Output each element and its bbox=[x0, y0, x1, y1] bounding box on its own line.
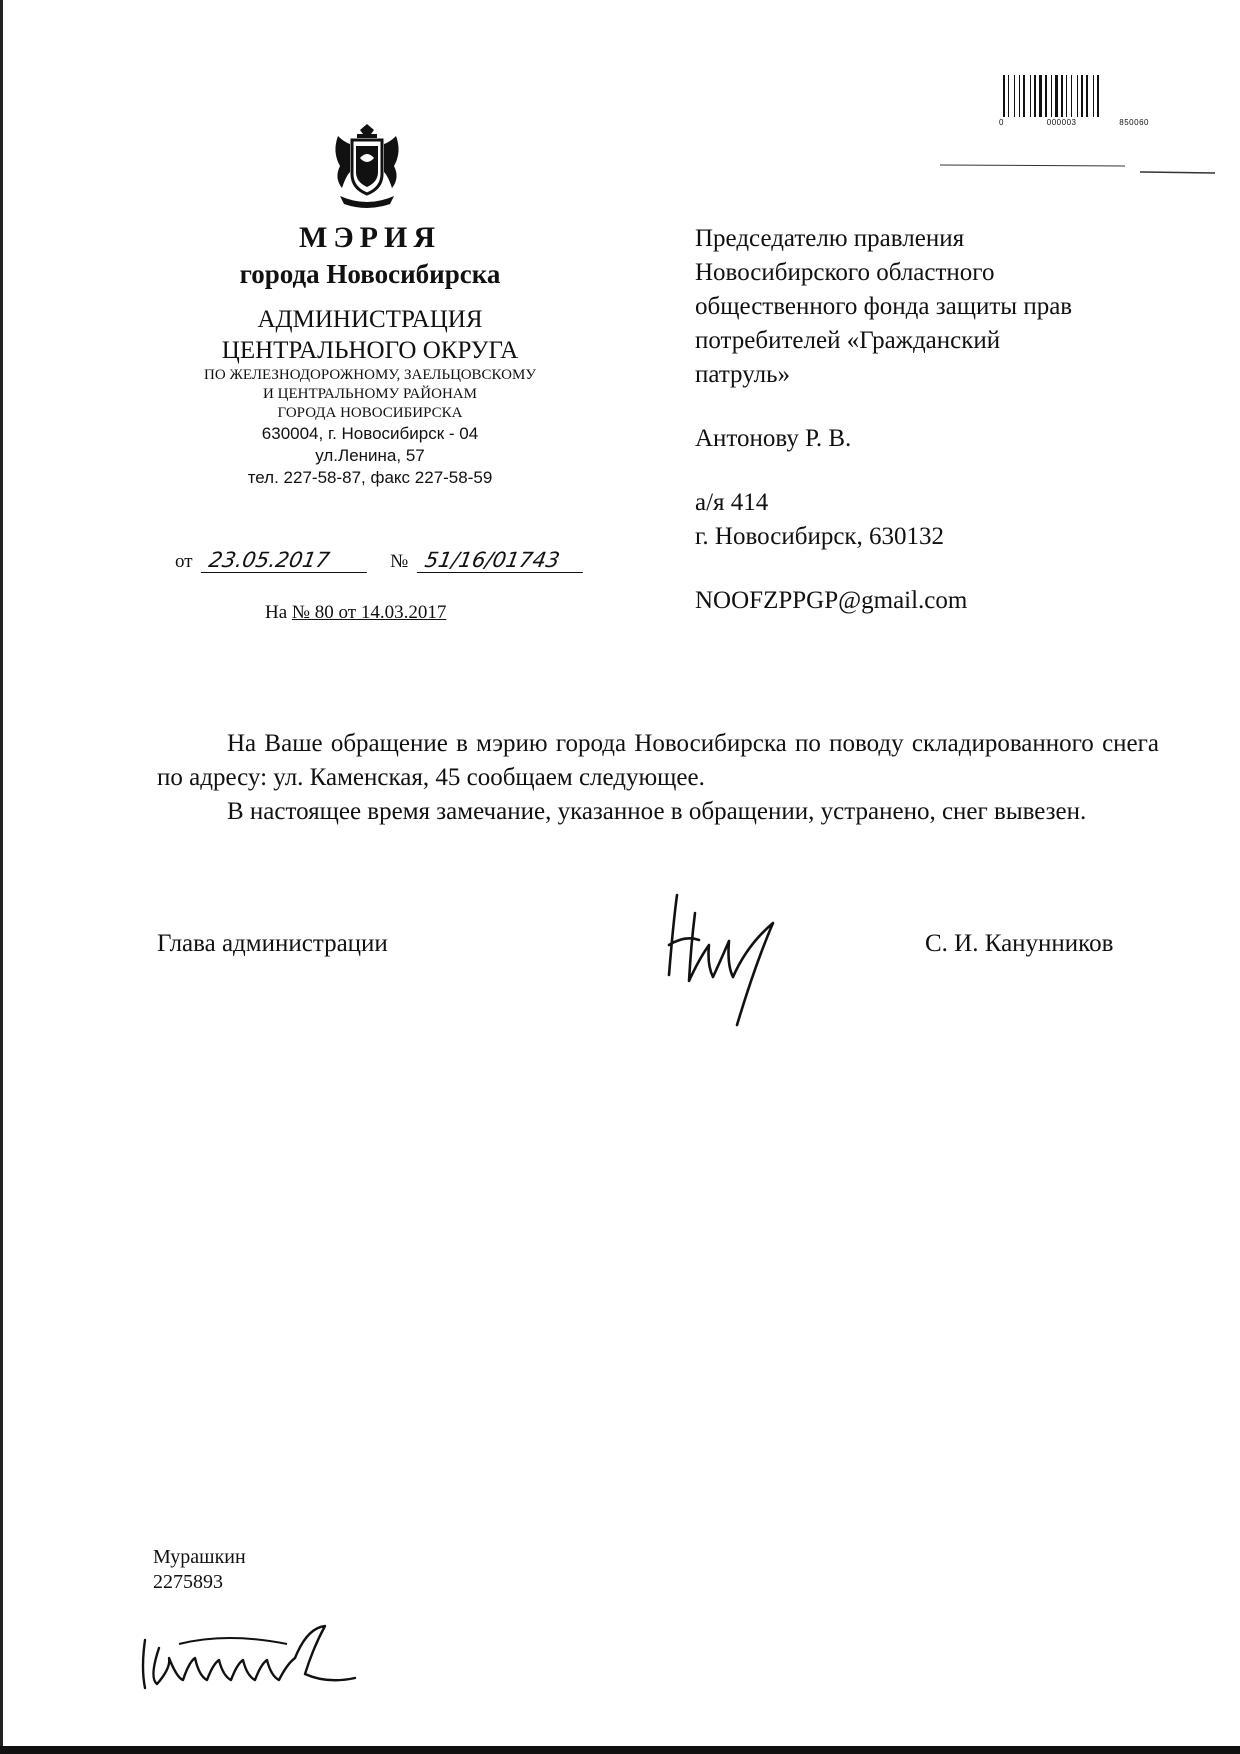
addressee-line-4: потребителей «Гражданский bbox=[695, 327, 1001, 354]
barcode-bar bbox=[1023, 75, 1025, 117]
barcode bbox=[999, 75, 1149, 127]
districts-line-2: И ЦЕНТРАЛЬНОМУ РАЙОНАМ bbox=[263, 386, 477, 402]
addressee-line-3: общественного фонда защиты прав bbox=[695, 293, 1073, 320]
barcode-bar bbox=[1034, 75, 1036, 117]
addressee-po-box: а/я 414 bbox=[695, 489, 769, 516]
barcode-bar bbox=[1093, 75, 1094, 117]
handwritten-number: 51/16/01743 bbox=[417, 548, 587, 573]
barcode-bar bbox=[1051, 75, 1052, 117]
addressee-line-1: Председателю правления bbox=[695, 225, 965, 252]
executor-phone: 2275893 bbox=[153, 1571, 223, 1593]
barcode-bar bbox=[1081, 75, 1083, 117]
executor-info bbox=[153, 1545, 246, 1595]
number-label: № bbox=[390, 551, 409, 572]
barcode-bar bbox=[1055, 75, 1058, 117]
reply-label: На bbox=[265, 602, 288, 623]
barcode-left-number: 0 bbox=[999, 118, 1004, 127]
reply-reference bbox=[265, 602, 446, 624]
barcode-bar bbox=[1008, 75, 1009, 117]
barcode-bar bbox=[1003, 75, 1005, 117]
org-name: МЭРИЯ bbox=[299, 221, 441, 254]
signatory-name: С. И. Канунников bbox=[925, 930, 1114, 957]
sender-street: ул.Ленина, 57 bbox=[315, 446, 425, 465]
executor-name: Мурашкин bbox=[153, 1546, 246, 1568]
handwritten-signature bbox=[655, 885, 805, 1030]
barcode-bar bbox=[1066, 75, 1067, 117]
reply-ref: № 80 от 14.03.2017 bbox=[291, 602, 447, 623]
executor-handwritten-signature bbox=[137, 1618, 367, 1698]
addressee-name: Антонову Р. В. bbox=[695, 425, 852, 452]
barcode-bars bbox=[1003, 75, 1143, 119]
barcode-bar bbox=[1071, 75, 1072, 117]
body-paragraph-1: На Ваше обращение в мэрию города Новосибирска по поводу складированного снега по адресу: ул. Каменская, 45 сообщаем следующее. bbox=[157, 730, 1159, 791]
admin-district: ЦЕНТРАЛЬНОГО ОКРУГА bbox=[221, 337, 519, 364]
sender-phones: тел. 227-58-87, факс 227-58-59 bbox=[247, 468, 493, 487]
body-paragraph-2: В настоящее время замечание, указанное в обращении, устранено, снег вывезен. bbox=[227, 798, 1087, 825]
barcode-bar bbox=[1045, 75, 1047, 117]
addressee-city: г. Новосибирск, 630132 bbox=[695, 523, 945, 550]
addressee-line-5: патруль» bbox=[695, 361, 791, 388]
barcode-bar bbox=[1030, 75, 1031, 117]
letter-body bbox=[157, 727, 1159, 829]
addressee-block bbox=[695, 222, 1165, 618]
barcode-right-number: 850060 bbox=[1119, 118, 1149, 127]
sender-letterhead bbox=[150, 220, 590, 489]
addressee-line-2: Новосибирского областного bbox=[695, 259, 995, 286]
barcode-numbers bbox=[999, 118, 1149, 127]
org-city: города Новосибирска bbox=[239, 259, 501, 289]
barcode-bar bbox=[1097, 75, 1099, 117]
barcode-bar bbox=[1077, 75, 1078, 117]
barcode-bar bbox=[1061, 75, 1063, 117]
signatory-title: Глава администрации bbox=[157, 930, 388, 957]
barcode-bar bbox=[1019, 75, 1020, 117]
scan-lines bbox=[940, 163, 1215, 175]
districts-line-3: ГОРОДА НОВОСИБИРСКА bbox=[277, 405, 463, 421]
barcode-bar bbox=[1014, 75, 1015, 117]
scan-edge-left bbox=[0, 0, 3, 1754]
barcode-middle-number: 000003 bbox=[1046, 118, 1077, 127]
scan-edge-bottom bbox=[0, 1746, 1240, 1754]
city-coat-of-arms-emblem bbox=[330, 122, 404, 212]
barcode-bar bbox=[1086, 75, 1088, 117]
outgoing-reference bbox=[175, 548, 585, 573]
from-label: от bbox=[175, 551, 193, 572]
admin-name: АДМИНИСТРАЦИЯ bbox=[257, 306, 483, 333]
sender-postal-address: 630004, г. Новосибирск - 04 bbox=[261, 424, 479, 443]
handwritten-date: 23.05.2017 bbox=[201, 548, 371, 573]
districts-line-1: ПО ЖЕЛЕЗНОДОРОЖНОМУ, ЗАЕЛЬЦОВСКОМУ bbox=[204, 367, 536, 383]
barcode-bar bbox=[1039, 75, 1042, 117]
addressee-email: NOOFZPPGP@gmail.com bbox=[695, 587, 968, 614]
